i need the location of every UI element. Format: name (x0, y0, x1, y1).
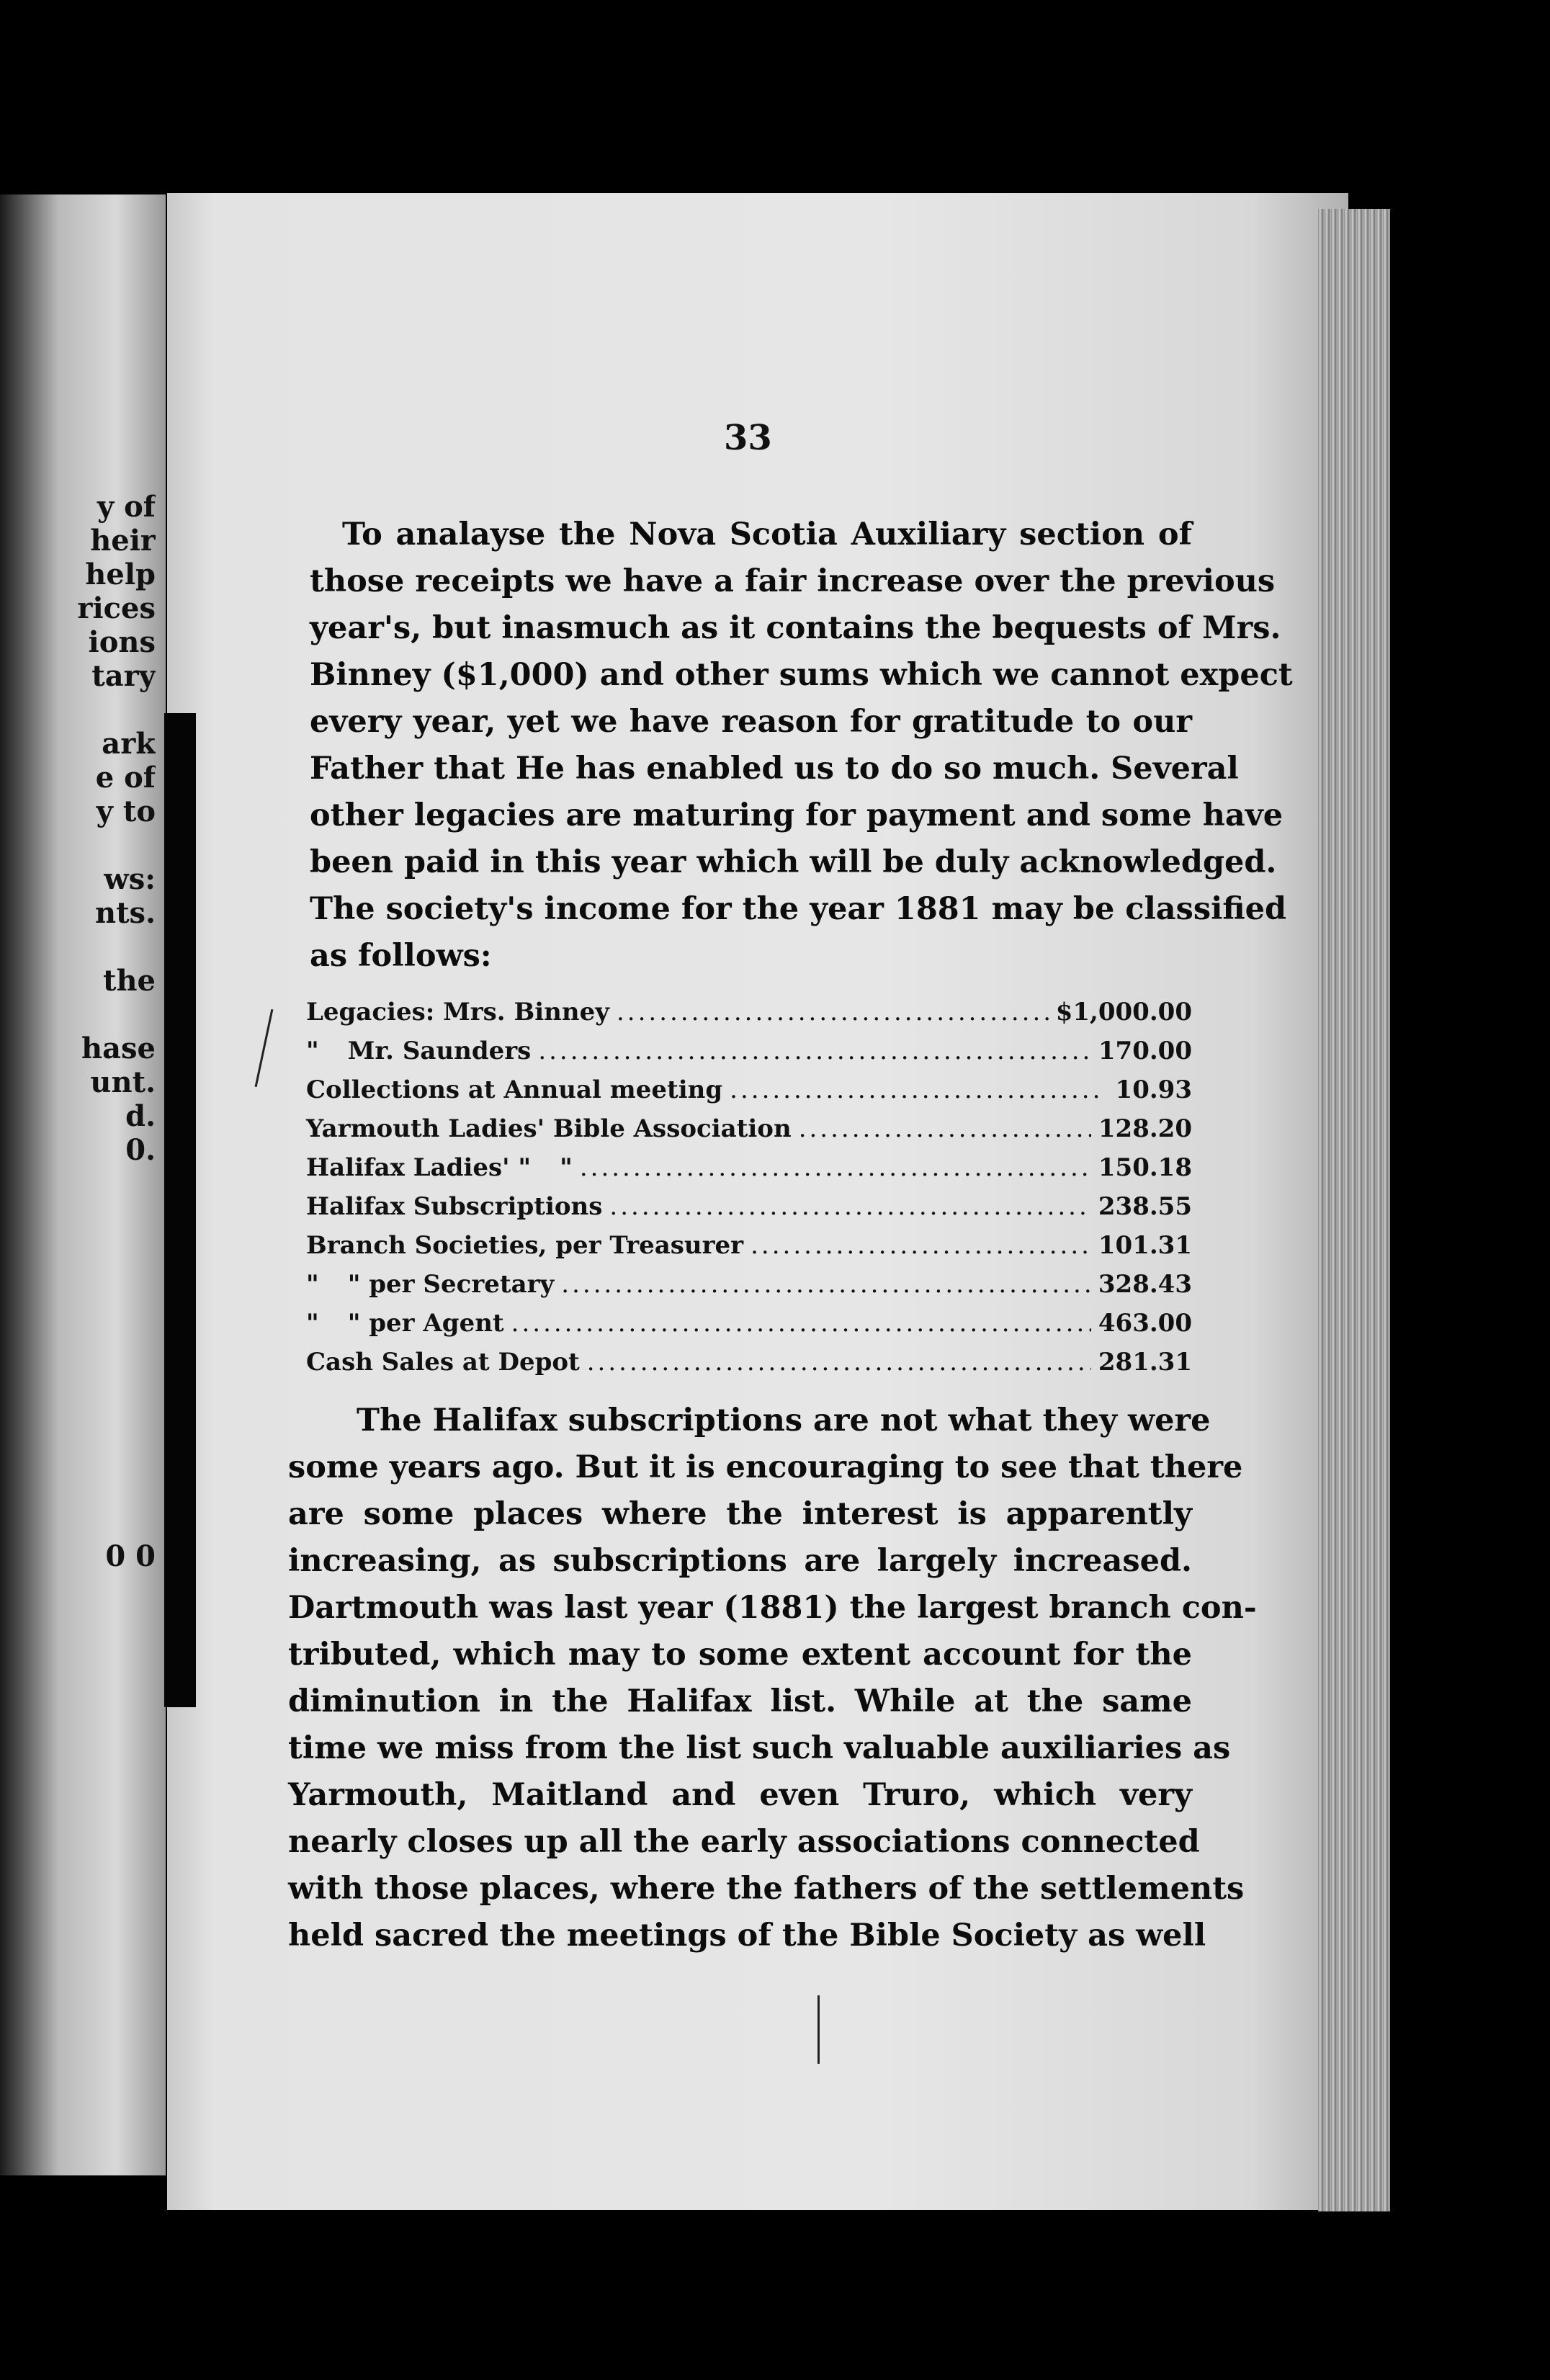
text-line: are some places where the interest is apparently (288, 1496, 1192, 1532)
income-amount: 128.20 (1098, 1114, 1192, 1143)
left-fragment: hase (81, 1032, 156, 1065)
income-sublabel: " (560, 1153, 573, 1182)
text-line: diminution in the Halifax list. While at the same (288, 1683, 1192, 1719)
left-fragment: unt. (90, 1065, 156, 1099)
income-label: Cash Sales at Depot (306, 1348, 580, 1377)
text-line: been paid in this year which will be duly acknowledged. (310, 844, 1277, 880)
income-sublabel: Mr. Saunders (347, 1037, 532, 1065)
income-label: Collections at Annual meeting (306, 1075, 723, 1104)
income-row (306, 1309, 1192, 1348)
leader-dots (730, 1075, 1098, 1104)
income-row (306, 1270, 1192, 1309)
income-amount: 238.55 (1098, 1192, 1192, 1221)
text-line: other legacies are maturing for payment and some have (310, 797, 1284, 833)
page-edges (1318, 209, 1390, 2211)
text-line: as follows: (310, 938, 492, 974)
left-fragment (12, 1302, 156, 1336)
text-line: time we miss from the list such valuable auxiliaries as (288, 1730, 1231, 1766)
left-fragment: ws: (104, 862, 156, 896)
income-sublabel: " per Agent (347, 1309, 504, 1338)
income-row (306, 1075, 1192, 1114)
left-fragment (12, 1472, 156, 1506)
left-fragment: rices (77, 591, 156, 625)
text-line: held sacred the meetings of the Bible Society as well (288, 1918, 1206, 1954)
leader-dots (799, 1114, 1091, 1143)
text-line: those receipts we have a fair increase over the previous (310, 563, 1276, 599)
income-label: " (306, 1309, 319, 1338)
income-label: Branch Societies, per Treasurer (306, 1231, 744, 1260)
income-row (306, 1153, 1192, 1192)
left-page (0, 194, 166, 2175)
left-fragment (12, 1336, 156, 1370)
left-page-text-fragments (12, 490, 156, 1573)
text-line: Dartmouth was last year (1881) the largest branch con- (288, 1590, 1257, 1626)
income-amount: 101.31 (1098, 1231, 1192, 1260)
income-amount: 170.00 (1098, 1037, 1192, 1065)
leader-dots (751, 1231, 1091, 1260)
left-fragment (12, 1269, 156, 1302)
text-line: increasing, as subscriptions are largely increased. (288, 1543, 1192, 1579)
income-amount: 150.18 (1098, 1153, 1192, 1182)
left-fragment (12, 1506, 156, 1539)
text-line: tributed, which may to some extent account for the (288, 1637, 1192, 1673)
leader-dots (580, 1153, 1091, 1182)
left-fragment (12, 1167, 156, 1201)
left-fragment (12, 930, 156, 964)
leader-dots (538, 1037, 1091, 1065)
left-fragment (12, 1201, 156, 1235)
leader-dots (561, 1270, 1091, 1299)
left-fragment: y to (96, 795, 156, 828)
income-amount: 281.31 (1098, 1348, 1192, 1377)
text-line: Binney ($1,000) and other sums which we cannot expect (310, 657, 1293, 693)
leader-dots (609, 1192, 1090, 1221)
pencil-mark (817, 1995, 820, 2064)
left-fragment (12, 1235, 156, 1269)
paragraph-analysis (310, 511, 1293, 980)
left-fragment (12, 998, 156, 1032)
left-fragment: 0. (125, 1133, 156, 1167)
income-amount: 328.43 (1098, 1270, 1192, 1299)
income-label: " (306, 1037, 319, 1065)
left-fragment: e of (95, 761, 156, 795)
text-line: with those places, where the fathers of the settlements (288, 1871, 1245, 1907)
left-fragment (12, 693, 156, 727)
left-fragment: d. (125, 1099, 156, 1133)
text-line: some years ago. But it is encouraging to see that there (288, 1449, 1243, 1485)
income-row (306, 998, 1192, 1037)
page-number: 33 (724, 418, 772, 458)
left-fragment: y of (97, 490, 156, 524)
text-line: The Halifax subscriptions are not what they were (357, 1402, 1211, 1439)
left-fragment (12, 1438, 156, 1472)
income-row (306, 1037, 1192, 1075)
text-line: Yarmouth, Maitland and even Truro, which very (288, 1777, 1192, 1813)
left-fragment: help (85, 558, 156, 591)
income-label: Legacies: Mrs. Binney (306, 998, 609, 1026)
left-fragment: heir (90, 524, 156, 558)
leader-dots (617, 998, 1049, 1026)
income-label: Yarmouth Ladies' Bible Association (306, 1114, 792, 1143)
income-label: Halifax Subscriptions (306, 1192, 603, 1221)
left-fragment (12, 1370, 156, 1404)
left-fragment: ions (88, 625, 156, 659)
book-gutter (164, 713, 196, 1707)
income-row (306, 1348, 1192, 1387)
income-label: " (306, 1270, 319, 1299)
text-line: every year, yet we have reason for gratitude to our (310, 704, 1192, 740)
text-line: nearly closes up all the early associations connected (288, 1824, 1200, 1860)
left-fragment (12, 1404, 156, 1438)
leader-dots (511, 1309, 1091, 1338)
income-row (306, 1114, 1192, 1153)
income-table (306, 998, 1192, 1387)
text-line: year's, but inasmuch as it contains the bequests of Mrs. (310, 610, 1281, 646)
income-sublabel: " per Secretary (347, 1270, 555, 1299)
text-line: To analayse the Nova Scotia Auxiliary section of (342, 516, 1192, 552)
income-row (306, 1192, 1192, 1231)
left-fragment (12, 828, 156, 862)
income-row (306, 1231, 1192, 1270)
left-fragment: 0 0 (105, 1539, 156, 1573)
left-fragment: ark (102, 727, 156, 761)
income-label: Halifax Ladies' " (306, 1153, 532, 1182)
text-line: The society's income for the year 1881 may be classified (310, 891, 1287, 927)
left-fragment: tary (91, 659, 156, 693)
left-fragment: the (102, 964, 156, 998)
left-fragment: nts. (94, 896, 156, 930)
text-line: Father that He has enabled us to do so much. Several (310, 751, 1239, 787)
income-amount: 10.93 (1115, 1075, 1192, 1104)
leader-dots (587, 1348, 1091, 1377)
income-amount: 463.00 (1098, 1309, 1192, 1338)
income-amount: $1,000.00 (1055, 998, 1192, 1026)
paragraph-subscriptions (288, 1397, 1257, 1959)
